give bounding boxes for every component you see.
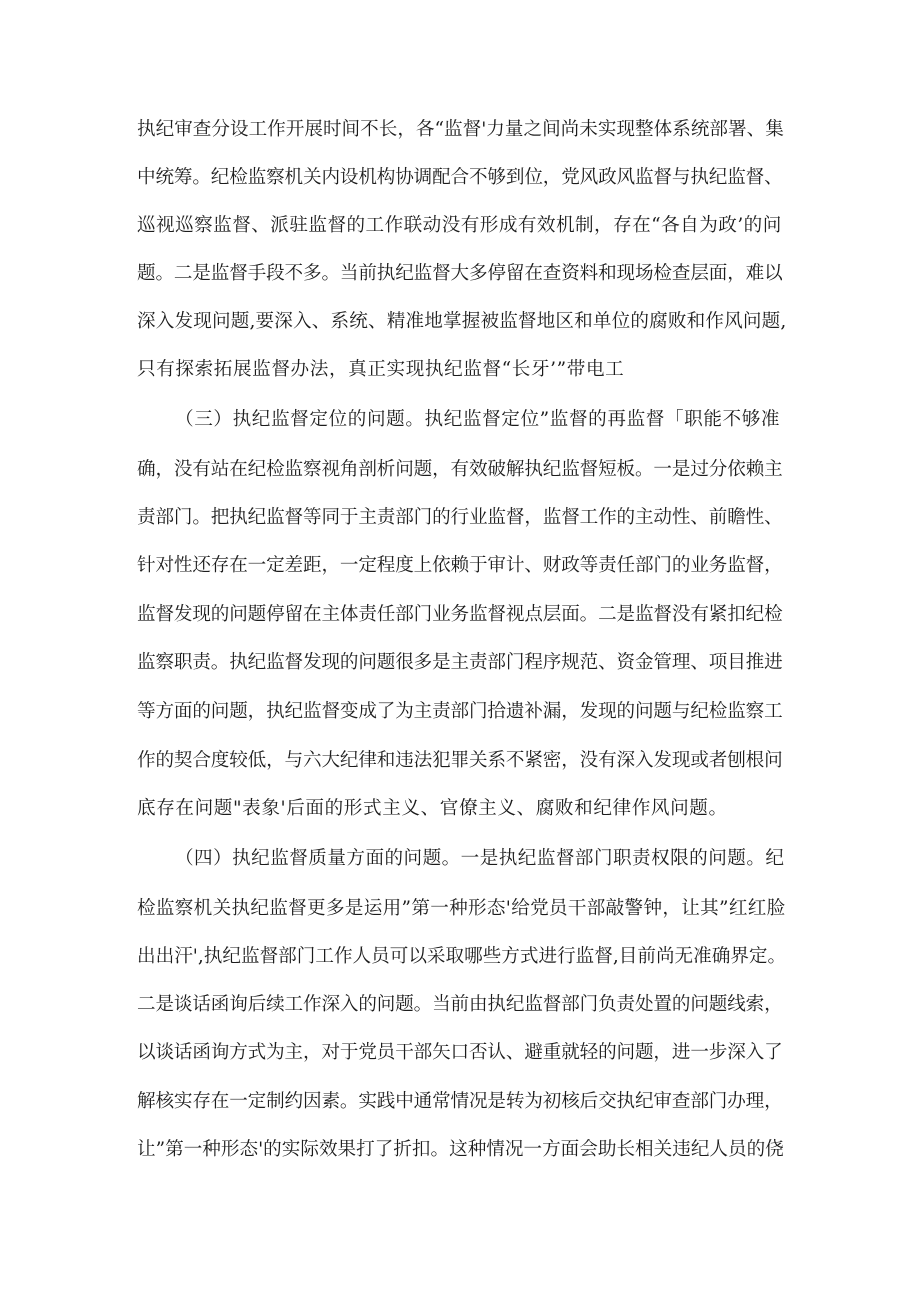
text-line: 检监察机关执纪监督更多是运用”第一种形态'给党员干部敲警钟，让其”红红脸 [137,898,786,919]
text-line: 巡视巡察监督、派驻监督的工作联动没有形成有效机制，存在“各自为政’的问 [137,215,782,236]
text-line: 针对性还存在一定差距，一定程度上依赖于审计、财政等责任部门的业务监督， [137,555,783,576]
text-line: 底存在问题"表象'后面的形式主义、官僚主义、腐败和纪律作风问题。 [137,798,728,819]
text-line: 确，没有站在纪检监察视角剖析问题，有效破解执纪监督短板。一是过分依赖主 [137,459,783,480]
text-line: 出出汗',执纪监督部门工作人员可以采取哪些方式进行监督,目前尚无准确界定。 [137,946,787,967]
text-line: 监察职责。执纪监督发现的问题很多是主责部门程序规范、资金管理、项目推进 [137,652,783,673]
section-heading-line: （三）执纪监督定位的问题。执纪监督定位”监督的再监督「职能不够准 [175,409,781,430]
text-line: 让”第一种形态'的实际效果打了折扣。这种情况一方面会助长相关违纪人员的侥 [137,1139,784,1160]
text-line: 深入发现问题,要深入、系统、精准地掌握被监督地区和单位的腐败和作风问题, [137,311,787,332]
text-line: 题。二是监督手段不多。当前执纪监督大多停留在查资料和现场检查层面，难以 [137,263,783,284]
text-line: 中统筹。纪检监察机关内设机构协调配合不够到位，党风政风监督与执纪监督、 [137,167,783,188]
text-line: 只有探索拓展监督办法，真正实现执纪监督“长牙’”带电工 [137,359,625,380]
text-line: 等方面的问题，执纪监督变成了为主责部门拾遗补漏，发现的问题与纪检监察工 [137,701,783,722]
text-line: 执纪审查分设工作开展时间不长，各“监督'力量之间尚未实现整体系统部署、集 [137,119,784,140]
text-line: 二是谈话函询后续工作深入的问题。当前由执纪监督部门负责处置的问题线索， [137,994,783,1015]
text-line: 责部门。把执纪监督等同于主责部门的行业监督，监督工作的主动性、前瞻性、 [137,507,783,528]
text-line: 作的契合度较低，与六大纪律和违法犯罪关系不紧密，没有深入发现或者刨根问 [137,750,783,771]
text-line: 以谈话函询方式为主，对于党员干部矢口否认、避重就轻的问题，进一步深入了 [137,1042,783,1063]
section-heading-line: （四）执纪监督质量方面的问题。一是执纪监督部门职责权限的问题。纪 [175,848,785,869]
text-line: 监督发现的问题停留在主体责任部门业务监督视点层面。二是监督没有紧扣纪检 [137,604,783,625]
text-line: 解核实存在一定制约因素。实践中通常情况是转为初核后交执纪审查部门办理， [137,1091,783,1112]
